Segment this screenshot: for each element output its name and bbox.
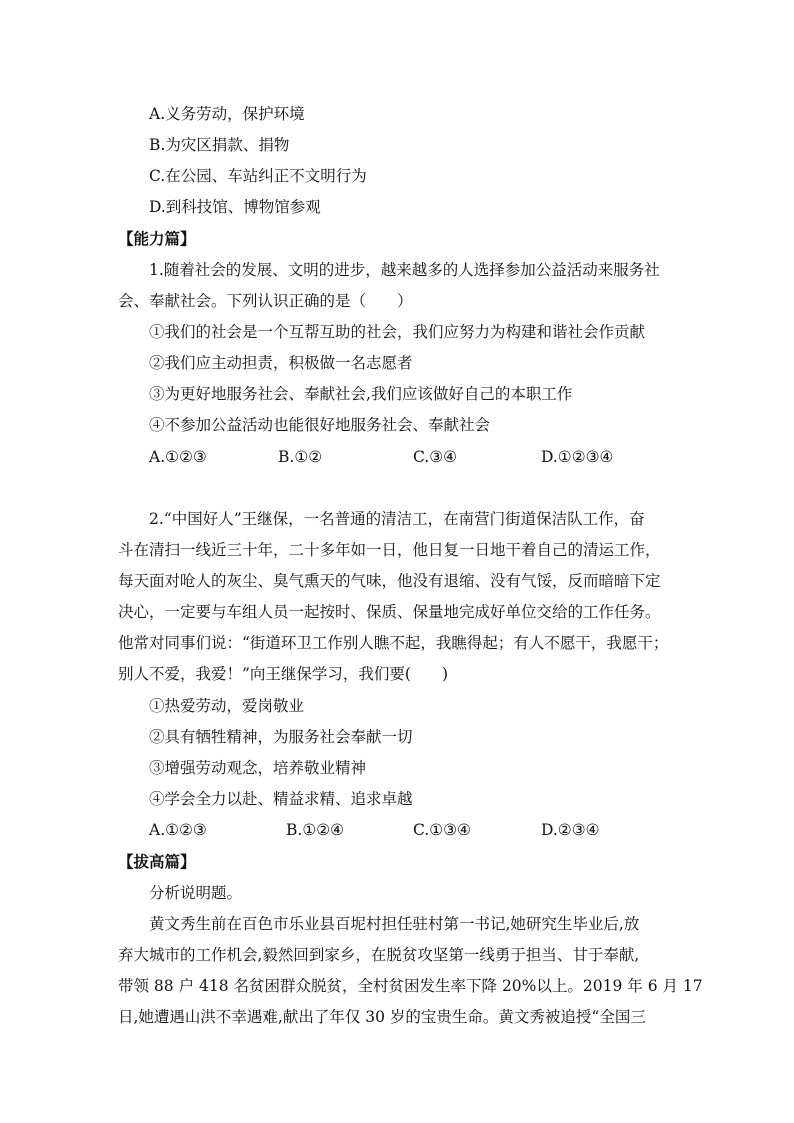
q2-stem-line-6: 别人不爱，我爱！”向王继保学习，我们要( ) <box>118 665 449 683</box>
passage-line-2: 弃大城市的工作机会,毅然回到家乡，在脱贫攻坚第一线勇于担当、甘于奉献, <box>118 946 640 964</box>
q2-stem-line-2: 斗在清扫一线近三十年，二十多年如一日，他日复一日地干着自己的清运工作， <box>118 541 661 559</box>
q2-choice-c: C.①③④ <box>413 821 471 839</box>
q1-stem-line-1: 1.随着社会的发展、文明的进步，越来越多的人选择参加公益活动来服务社 <box>149 261 660 279</box>
q1-choice-d: D.①②③④ <box>541 448 614 466</box>
q1-choice-b: B.①② <box>278 448 323 466</box>
prev-option-c: C.在公园、车站纠正不文明行为 <box>149 167 367 185</box>
q1-choice-c: C.③④ <box>413 448 458 466</box>
advanced-section-heading: 【拔高篇】 <box>118 853 196 871</box>
q2-choice-b: B.①②④ <box>286 821 345 839</box>
q2-choice-d: D.②③④ <box>541 821 600 839</box>
q2-stem-line-5: 他常对同事们说：“街道环卫工作别人瞧不起，我瞧得起；有人不愿干，我愿干； <box>118 634 669 652</box>
advanced-instruction: 分析说明题。 <box>149 884 243 902</box>
q1-choice-a: A.①②③ <box>149 448 207 466</box>
prev-option-b: B.为灾区捐款、捐物 <box>149 136 290 154</box>
q1-stem-line-2: 会、奉献社会。下列认识正确的是（ ） <box>118 292 413 310</box>
q1-statement-3: ③为更好地服务社会、奉献社会,我们应该做好自己的本职工作 <box>149 385 573 403</box>
q2-stem-line-4: 决心，一定要与车组人员一起按时、保质、保量地完成好单位交给的工作任务。 <box>118 603 661 621</box>
q2-stem-line-1: 2.“中国好人”王继保，一名普通的清洁工，在南营门街道保洁队工作，奋 <box>149 510 645 528</box>
q1-statement-2: ②我们应主动担责，积极做一名志愿者 <box>149 354 413 372</box>
q1-statement-4: ④不参加公益活动也能很好地服务社会、奉献社会 <box>149 416 491 434</box>
q1-statement-1: ①我们的社会是一个互帮互助的社会，我们应努力为构建和谐社会作贡献 <box>149 323 646 341</box>
passage-line-4: 日,她遭遇山洪不幸遇难,献出了年仅 30 岁的宝贵生命。黄文秀被追授“全国三 <box>118 1008 646 1026</box>
q2-choice-a: A.①②③ <box>149 821 207 839</box>
prev-option-a: A.义务劳动，保护环境 <box>149 105 305 123</box>
ability-section-heading: 【能力篇】 <box>118 230 196 248</box>
q2-stem-line-3: 每天面对呛人的灰尘、臭气熏天的气味，他没有退缩、没有气馁，反而暗暗下定 <box>118 572 661 590</box>
q2-statement-3: ③增强劳动观念，培养敬业精神 <box>149 759 367 777</box>
passage-line-1: 黄文秀生前在百色市乐业县百坭村担任驻村第一书记,她研究生毕业后,放 <box>149 915 640 933</box>
q2-statement-1: ①热爱劳动，爱岗敬业 <box>149 697 305 715</box>
prev-option-d: D.到科技馆、博物馆参观 <box>149 198 321 216</box>
q2-statement-4: ④学会全力以赴、精益求精、追求卓越 <box>149 790 413 808</box>
passage-line-3: 带领 88 户 418 名贫困群众脱贫，全村贫困发生率下降 20%以上。2019 年 6 月 17 <box>118 977 703 995</box>
q2-statement-2: ②具有牺牲精神，为服务社会奉献一切 <box>149 728 413 746</box>
